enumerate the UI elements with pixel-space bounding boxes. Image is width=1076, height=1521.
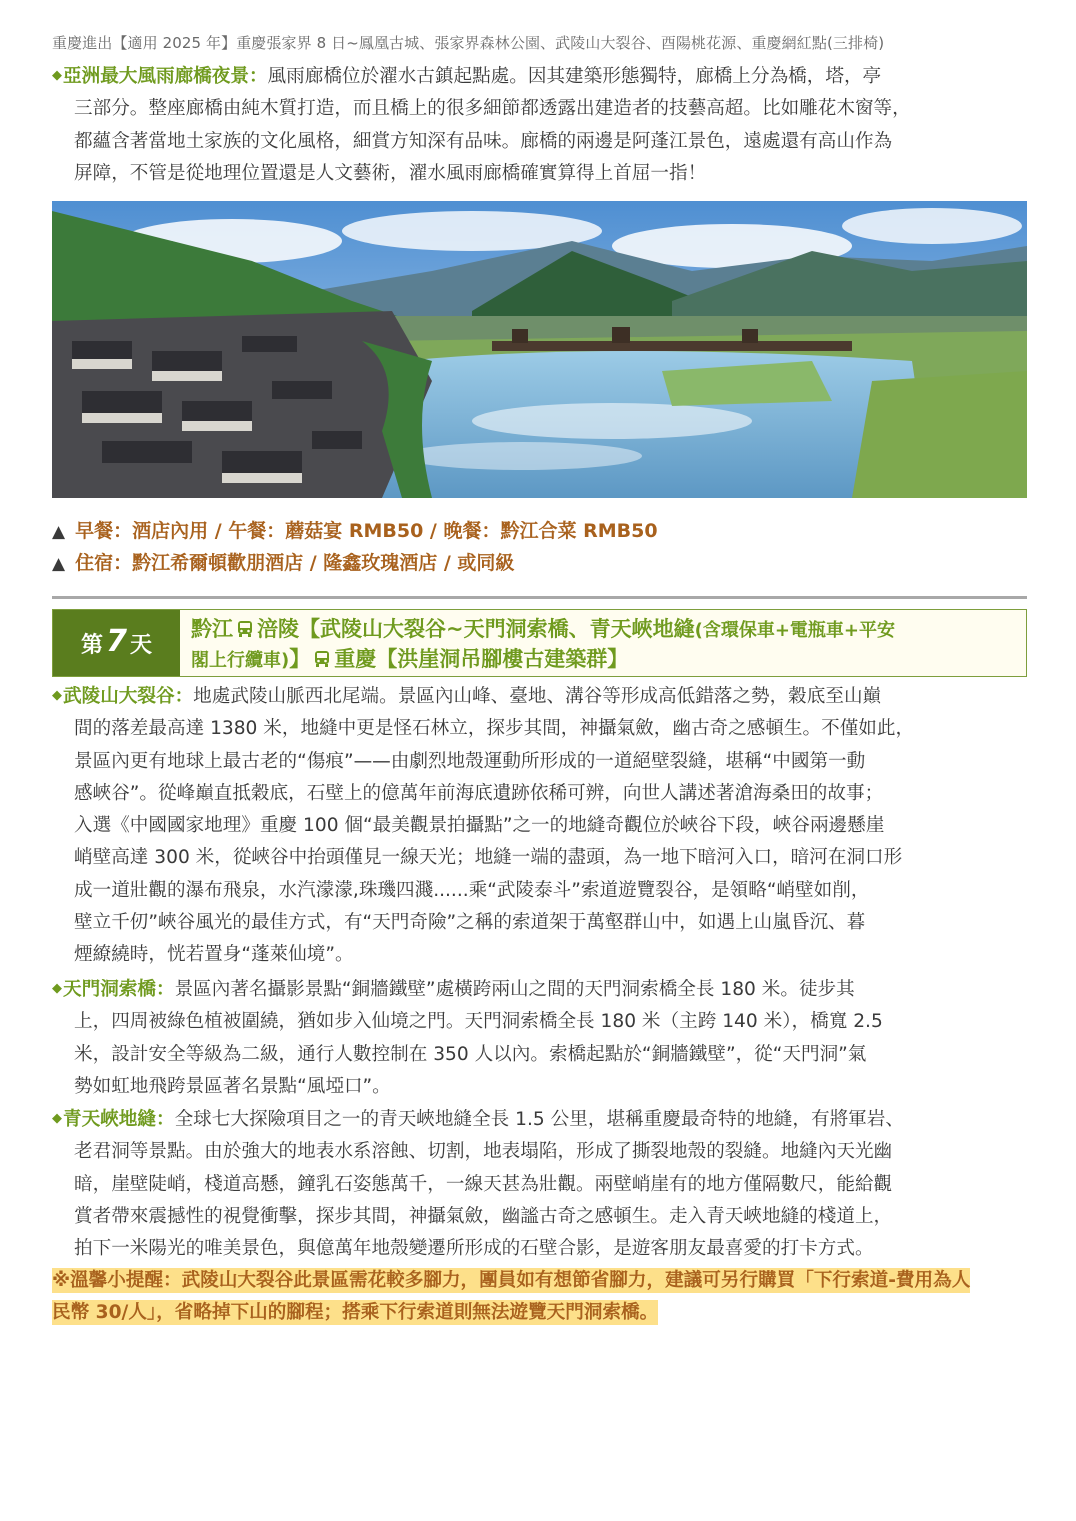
canyon-line-7: 成一道壯觀的瀑布飛泉，水汽濛濛,珠璣四濺......乘“武陵泰斗”索道遊覽裂谷，是領略“峭壁如削， <box>74 879 870 901</box>
tianmen-line-3: 米，設計安全等級為二級，通行人數控制在 350 人以內。索橋起點於“銅牆鐵壁”，從“天門洞”氣 <box>74 1043 867 1065</box>
bridge-line-2: 三部分。整座廊橋由純木質打造，而且橋上的很多細節都透露出建造者的技藝高超。比如雕花木窗等， <box>74 98 911 120</box>
canyon-title: 武陵山大裂谷： <box>63 686 194 707</box>
qingtian-line-1: ◆青天峽地縫：全球七大探險項目之一的青天峽地縫全長 1.5 公里，堪稱重慶最奇特的地縫，有將軍岩、 <box>52 1109 904 1130</box>
page-header: 重慶進出【適用 2025 年】重慶張家界 8 日~鳳凰古城、張家界森林公園、武陵山大裂谷、酉陽桃花源、重慶網紅點(三排椅) <box>52 34 885 52</box>
day-title-line-2: 閣上行纜車)】 重慶【洪崖洞吊腳樓古建築群】 <box>191 647 629 671</box>
diamond-bullet-icon: ◆ <box>52 688 62 703</box>
reminder-line-1: ※溫馨小提醒：武陵山大裂谷此景區需花較多腳力，團員如有想節省腳力，建議可另行購買「下行索道-費用為人 <box>52 1270 971 1291</box>
qingtian-line-3: 暗，崖壁陡峭，棧道高懸，鐘乳石姿態萬千，一線天甚為壯觀。兩壁峭崖有的地方僅隔數尺，能給觀 <box>74 1173 893 1195</box>
bridge-line-3: 都蘊含著當地土家族的文化風格，細賞方知深有品味。廊橋的兩邊是阿蓬江景色，遠處還有高山作為 <box>74 130 893 152</box>
section-divider <box>52 596 1027 599</box>
qingtian-title: 青天峽地縫： <box>63 1109 175 1130</box>
meals-row <box>52 516 658 543</box>
bus-icon <box>313 650 331 668</box>
qingtian-line-5: 拍下一米陽光的唯美景色，與億萬年地殼變遷所形成的石壁合影，是遊客朋友最喜愛的打卡方式。 <box>74 1238 874 1260</box>
canyon-line-9: 煙繚繞時，恍若置身“蓬萊仙境”。 <box>74 944 354 966</box>
day-title <box>191 615 1021 675</box>
qingtian-line-4: 賞者帶來震撼性的視覺衝擊，探步其間，神攝氣斂，幽謐古奇之感頓生。走入青天峽地縫的棧道上， <box>74 1205 893 1227</box>
canyon-line-3: 景區內更有地球上最古老的“傷痕”——由劇烈地殼運動所形成的一道絕壁裂縫，堪稱“中國第一動 <box>74 750 866 772</box>
bus-icon <box>236 620 254 638</box>
tianmen-section <box>52 973 1027 1103</box>
town-river-photo <box>52 201 1027 498</box>
diamond-bullet-icon: ◆ <box>52 981 62 996</box>
day-header <box>52 609 1027 677</box>
hotel-row <box>52 548 514 575</box>
canyon-line-4: 感峽谷”。從峰巔直抵穀底，石壁上的億萬年前海底遺跡依稀可辨，向世人講述著滄海桑田的故事； <box>74 782 884 804</box>
canyon-line-5: 入選《中國國家地理》重慶 100 個“最美觀景拍攝點”之一的地縫奇觀位於峽谷下段，峽谷兩邊懸崖 <box>74 815 885 837</box>
canyon-line-1: ◆武陵山大裂谷：地處武陵山脈西北尾端。景區內山峰、臺地、溝谷等形成高低錯落之勢，穀底至山巔 <box>52 686 882 707</box>
triangle-marker-icon: ▲ <box>52 522 66 542</box>
tianmen-title: 天門洞索橋： <box>63 979 175 1000</box>
diamond-bullet-icon: ◆ <box>52 68 62 83</box>
bridge-line-1: ◆亞洲最大風雨廊橋夜景：風雨廊橋位於濯水古鎮起點處。因其建築形態獨特，廊橋上分為橋，塔，亭 <box>52 66 882 87</box>
tianmen-line-1: ◆天門洞索橋：景區內著名攝影景點“銅牆鐵壁”處橫跨兩山之間的天門洞索橋全長 180 米。徒步其 <box>52 979 855 1000</box>
meals-text: 早餐：酒店內用 / 午餐：蘑菇宴 RMB50 / 晚餐：黔江合菜 RMB50 <box>75 520 658 542</box>
bridge-title: 亞洲最大風雨廊橋夜景： <box>63 66 268 87</box>
day-number: 7 <box>106 623 127 659</box>
qingtian-line-2: 老君洞等景點。由於強大的地表水系溶蝕、切割，地表塌陷，形成了撕裂地殼的裂縫。地縫內天光幽 <box>74 1141 893 1163</box>
tianmen-line-2: 上，四周被綠色植被圍繞，猶如步入仙境之門。天門洞索橋全長 180 米（主跨 140 米），橋寬 2.5 <box>74 1011 883 1033</box>
reminder-note <box>52 1265 1027 1329</box>
triangle-marker-icon: ▲ <box>52 554 66 574</box>
tianmen-line-4: 勢如虹地飛跨景區著名景點“風埡口”。 <box>74 1075 391 1097</box>
bridge-line-4: 屏障，不管是從地理位置還是人文藝術，濯水風雨廊橋確實算得上首屈一指！ <box>74 162 707 184</box>
reminder-line-2: 民幣 30/人」，省略掉下山的腳程；搭乘下行索道則無法遊覽天門洞索橋。 <box>52 1302 659 1323</box>
canyon-section <box>52 680 1027 972</box>
qingtian-section <box>52 1103 1027 1265</box>
diamond-bullet-icon: ◆ <box>52 1111 62 1126</box>
bridge-section <box>52 60 1027 190</box>
day-badge: 第 7 天 <box>53 610 180 676</box>
canyon-line-8: 壁立千仞”峽谷風光的最佳方式，有“天門奇險”之稱的索道架于萬壑群山中，如遇上山嵐昏沉、暮 <box>74 912 866 934</box>
hotel-text: 住宿：黔江希爾頓歡朋酒店 / 隆鑫玫瑰酒店 / 或同級 <box>75 552 515 574</box>
landscape-photo-icon <box>52 201 1027 498</box>
canyon-line-6: 峭壁高達 300 米，從峽谷中抬頭僅見一線天光；地縫一端的盡頭，為一地下暗河入口，暗河在洞口形 <box>74 847 903 869</box>
canyon-line-2: 間的落差最高達 1380 米，地縫中更是怪石林立，探步其間，神攝氣斂，幽古奇之感頓生。不僅如此， <box>74 718 915 740</box>
day-title-line-1: 黔江 涪陵【武陵山大裂谷~天門洞索橋、青天峽地縫(含環保車+電瓶車+平安 <box>191 617 895 641</box>
